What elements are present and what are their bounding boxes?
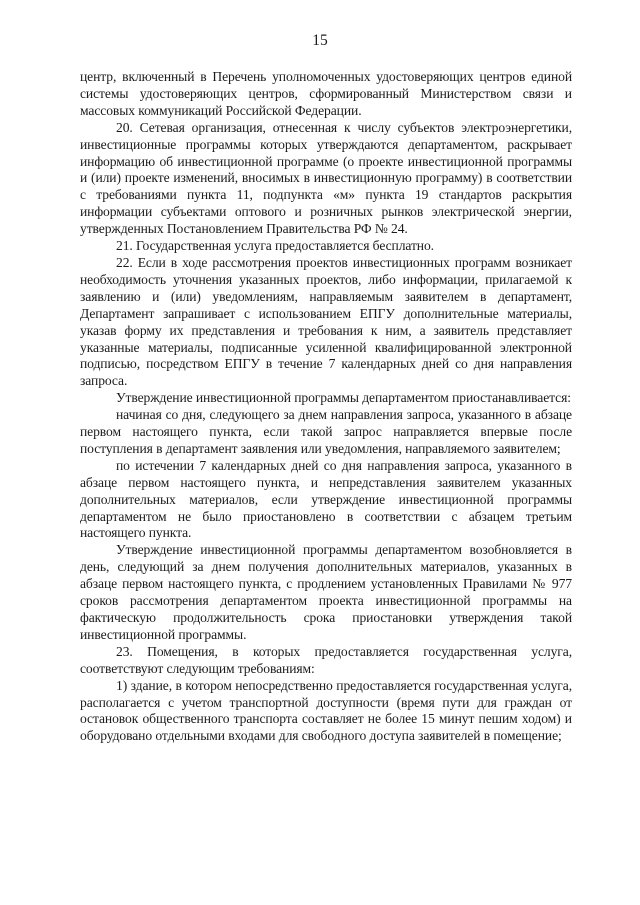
document-body <box>80 69 572 745</box>
paragraph-suspension-case-2: по истечении 7 календарных дней со дня направления запроса, указанного в абзаце первом настоящего пункта, и непредставления заявителем указанных дополнительных материалов, если утверждение инвестиционной программы департаментом не было приостановлено в соответствии с абзацем третьим настоящего пункта. <box>80 457 572 541</box>
page-number: 15 <box>312 32 328 49</box>
paragraph-item-23: 23. Помещения, в которых предоставляется государственная услуга, соответствуют следующим требованиям: <box>80 643 572 676</box>
paragraph-continuation: центр, включенный в Перечень уполномоченных удостоверяющих центров единой системы удостоверяющих центров, сформированный Министерством связи и массовых коммуникаций Российской Федерации. <box>80 69 572 118</box>
paragraph-item-22: 22. Если в ходе рассмотрения проектов инвестиционных программ возникает необходимость уточнения указанных проектов, либо информации, прилагаемой к заявлению и (или) уведомлениям, направляемым заявителем в департамент, Департамент запрашивает с использованием ЕПГУ дополнительные материалы, указав форму их представления и требования к ним, а заявитель представляет указанные материалы, подписанные усиленной квалифицированной электронной подписью, посредством ЕПГУ в течение 7 календарных дней со дня направления запроса. <box>80 254 572 389</box>
paragraph-item-21: 21. Государственная услуга предоставляется бесплатно. <box>116 238 434 254</box>
paragraph-resumption: Утверждение инвестиционной программы департаментом возобновляется в день, следующий за днем получения дополнительных материалов, указанных в абзаце первом настоящего пункта, с продлением установленных Правилами № 977 сроков рассмотрения департаментом проекта инвестиционной программы на фактическую продолжительность срока приостановки утверждения такой инвестиционной программы. <box>80 542 572 642</box>
paragraph-suspension-intro: Утверждение инвестиционной программы департаментом приостанавливается: <box>116 390 571 406</box>
paragraph-item-20: 20. Сетевая организация, отнесенная к числу субъектов электроэнергетики, инвестиционные программы которых утверждаются департаментом, раскрывает информацию об инвестиционной программе (о проекте инвестиционной программы и (или) проекте изменений, вносимых в инвестиционную программу) в соответствии с требованиями пункта 11, подпункта «м» пункта 19 стандартов раскрытия информации субъектами оптового и розничных рынков электрической энергии, утвержденных Постановлением Правительства РФ № 24. <box>80 119 572 237</box>
paragraph-item-23-1: 1) здание, в котором непосредственно предоставляется государственная услуга, располагается с учетом транспортной доступности (время пути для граждан от остановок общественного транспорта составляет не более 15 минут пешим ходом) и оборудовано отдельными входами для свободного доступа заявителей в помещение; <box>80 677 572 744</box>
paragraph-suspension-case-1: начиная со дня, следующего за днем направления запроса, указанного в абзаце первом настоящего пункта, если такой запрос направляется впервые после поступления в департамент заявления или уведомления, направляемого заявителем; <box>80 407 572 456</box>
